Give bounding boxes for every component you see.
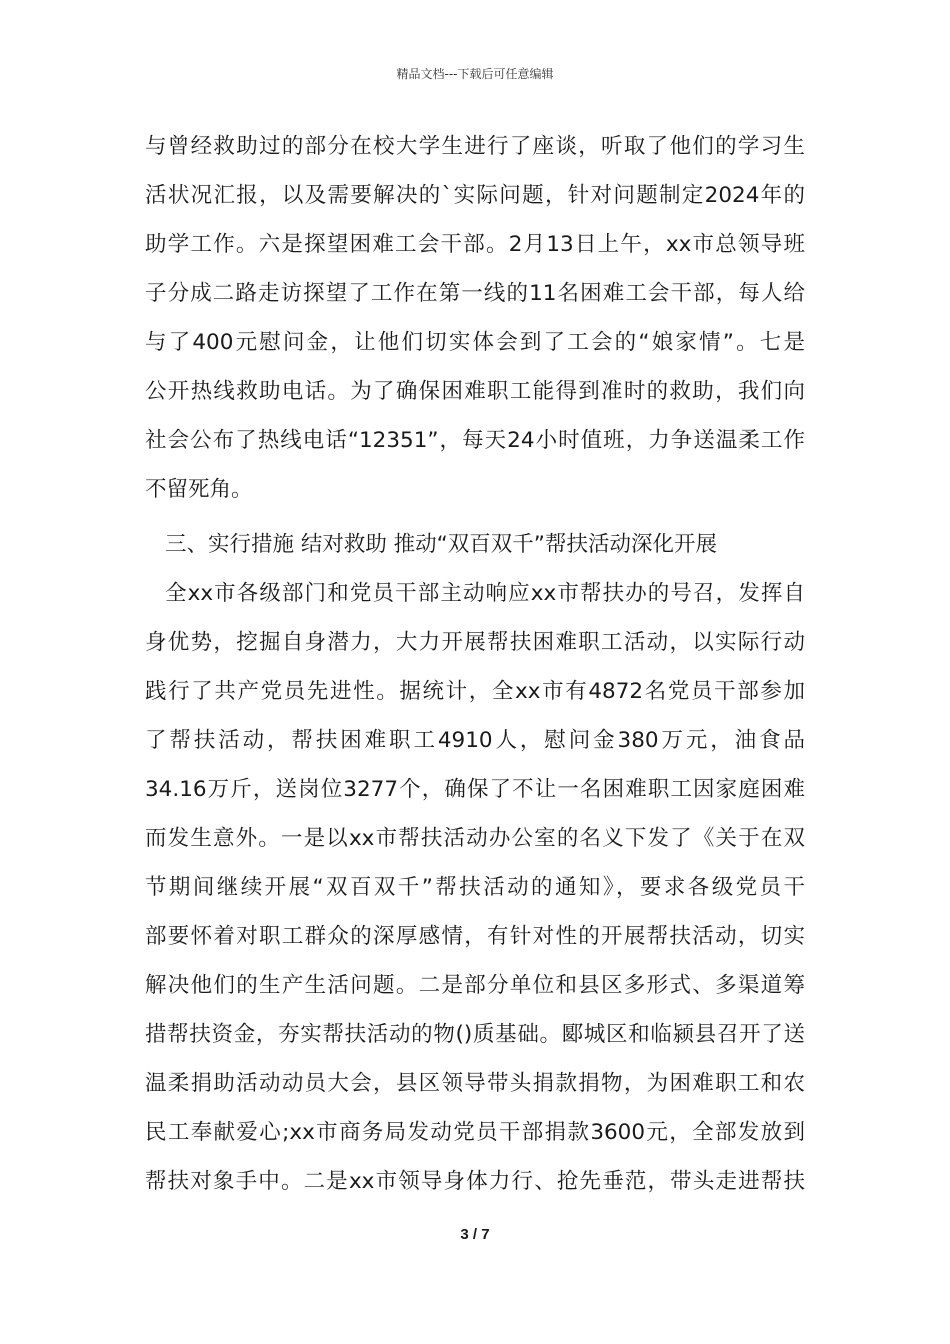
paragraph-line: 34.16万斤，送岗位3277个，确保了不让一名困难职工因家庭困难 xyxy=(145,777,805,802)
paragraph-line: 社会公布了热线电话“12351”，每天24小时值班，力争送温柔工作 xyxy=(145,428,805,453)
page-header: 精品文档---下载后可任意编辑 xyxy=(396,67,554,81)
paragraph-line: 而发生意外。一是以xx市帮扶活动办公室的名义下发了《关于在双 xyxy=(145,826,805,851)
paragraph-line: 了帮扶活动，帮扶困难职工4910人，慰问金380万元，油食品 xyxy=(145,728,805,753)
paragraph-line: 解决他们的生产生活问题。二是部分单位和县区多形式、多渠道筹 xyxy=(145,973,805,998)
paragraph-line: 民工奉献爱心;xx市商务局发动党员干部捐款3600元，全部发放到 xyxy=(145,1120,805,1145)
paragraph-line: 与了400元慰问金，让他们切实体会到了工会的“娘家情”。七是 xyxy=(145,330,805,355)
paragraph-line: 活状况汇报，以及需要解决的`实际问题，针对问题制定2024年的 xyxy=(145,183,805,208)
paragraph-line: 身优势，挖掘自身潜力，大力开展帮扶困难职工活动，以实际行动 xyxy=(145,630,805,655)
paragraph-line: 帮扶对象手中。二是xx市领导身体力行、抢先垂范，带头走进帮扶 xyxy=(145,1169,805,1194)
paragraph-line: 助学工作。六是探望困难工会干部。2月13日上午，xx市总领导班 xyxy=(145,232,805,257)
paragraph-line: 措帮扶资金，夯实帮扶活动的物()质基础。郾城区和临颍县召开了送 xyxy=(145,1022,805,1047)
section-heading: 三、实行措施 结对救助 推动“双百双千”帮扶活动深化开展 xyxy=(165,532,717,557)
paragraph-line: 践行了共产党员先进性。据统计，全xx市有4872名党员干部参加 xyxy=(145,679,805,704)
paragraph-line: 部要怀着对职工群众的深厚感情，有针对性的开展帮扶活动，切实 xyxy=(145,924,805,949)
paragraph-line: 节期间继续开展“双百双千”帮扶活动的通知》，要求各级党员干 xyxy=(145,875,805,900)
page-number: 3 / 7 xyxy=(460,1226,490,1243)
paragraph-line: 子分成二路走访探望了工作在第一线的11名困难工会干部，每人给 xyxy=(145,281,805,306)
paragraph-line: 公开热线救助电话。为了确保困难职工能得到准时的救助，我们向 xyxy=(145,379,805,404)
paragraph-line: 全xx市各级部门和党员干部主动响应xx市帮扶办的号召，发挥自 xyxy=(165,581,805,606)
paragraph-line: 温柔捐助活动动员大会，县区领导带头捐款捐物，为困难职工和农 xyxy=(145,1071,805,1096)
paragraph-line: 不留死角。 xyxy=(145,477,253,502)
paragraph-line: 与曾经救助过的部分在校大学生进行了座谈，听取了他们的学习生 xyxy=(145,134,805,159)
